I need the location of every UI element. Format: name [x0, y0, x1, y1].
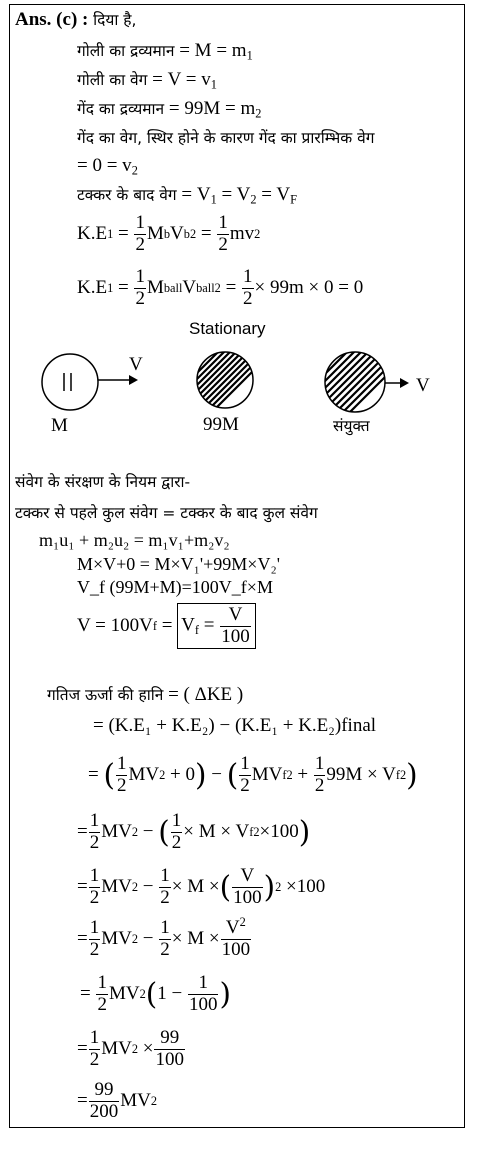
fraction-half: $\frac{1}{2}$: [218, 211, 228, 255]
ke-loss-line2: = ( $\frac{1}{2}$ MV 2 + 0 ) − ( $\frac{1}{2}$ MV f 2 + $\frac{1}{2}$ 99 M × V f 2 ): [88, 752, 418, 796]
subscript: 2: [250, 192, 257, 207]
given-ball-mass: गेंद का द्रव्यमान = $99M = m_2$: [77, 98, 262, 121]
ke-loss-label: गतिज ऊर्जा की हानि: [47, 686, 164, 704]
stationary-label: Stationary: [189, 319, 266, 338]
momentum-eq1: m₁u₁ + m₂u₂ = m₁v₁+m₂v₂: [39, 530, 230, 550]
momentum-heading: संवेग के संरक्षण के नियम द्वारा-: [15, 473, 191, 491]
subscript: 1: [246, 48, 253, 63]
subscript: 2: [255, 106, 262, 121]
answer-header: [15, 9, 136, 31]
subscript: 1: [210, 77, 217, 92]
momentum-eq2: M×V+0 = M×V₁'+99M×V₂': [77, 554, 280, 574]
final-velocity-box: $V_f$ = $\frac{V}{100}$: [177, 603, 256, 649]
combined-label: संयुक्त: [333, 417, 370, 435]
given-label: टक्कर के बाद वेग: [77, 186, 177, 204]
fraction-half: $\frac{1}{2}$: [243, 265, 253, 309]
ke-symbol: K.E: [77, 277, 108, 298]
subscript: F: [290, 192, 297, 207]
bullet-label: M: [51, 415, 68, 436]
momentum-eq3: V_f (99M+M)=100V_f×M: [77, 577, 273, 597]
velocity-label-combined: V: [416, 375, 430, 396]
given-label: गोली का द्रव्यमान: [77, 42, 175, 60]
given-bullet-velocity: गोली का वेग = $V = v_1$: [77, 69, 217, 92]
ke-loss-line1: = (K.E₁ + K.E₂) − (K.E₁ + K.E₂)final: [93, 715, 377, 736]
ke-loss-line5: = $\frac{1}{2}$ MV 2 − $\frac{1}{2}$ × M × $\frac{V^2}{100}$: [77, 915, 251, 960]
velocity-label-bullet: V: [129, 354, 143, 375]
ke-loss-line7: = $\frac{1}{2}$ MV 2 × $\frac{99}{100}$: [77, 1026, 184, 1070]
arrow-right-icon: [129, 375, 138, 385]
fraction-half: $\frac{1}{2}$: [135, 211, 145, 255]
ke-loss-line3: = $\frac{1}{2}$ MV 2 − ( $\frac{1}{2}$ × M × V f 2 × 100 ): [77, 809, 311, 853]
bullet-circle: [42, 354, 98, 410]
eq-term: V = 100V: [77, 615, 153, 636]
ball-label: 99M: [203, 414, 239, 435]
momentum-statement: टक्कर से पहले कुल संवेग = टक्कर के बाद कुल संवेग: [15, 504, 318, 522]
ke-loss-line6: = $\frac{1}{2}$ MV 2 ( 1 − $\frac{1}{100}$ ): [80, 971, 231, 1015]
given-value: = V: [181, 184, 211, 205]
given-value: 99M = m: [184, 98, 256, 119]
ke-term: × 99m × 0 = 0: [254, 277, 364, 298]
given-value: M = m: [194, 40, 247, 61]
answer-intro: दिया है,: [93, 11, 137, 29]
given-after-collision: टक्कर के बाद वेग = $V_1 = V_2 = V_F$: [77, 184, 297, 207]
subscript: 2: [131, 163, 138, 178]
given-bullet-mass: गोली का द्रव्यमान = $M = m_1$: [77, 40, 253, 63]
ke-loss-heading: [47, 684, 243, 706]
subscript: 1: [210, 192, 217, 207]
ke-symbol: K.E: [77, 223, 108, 244]
fraction-half: $\frac{1}{2}$: [135, 265, 145, 309]
given-ball-velocity-text: गेंद का वेग, स्थिर होने के कारण गेंद का प्रारम्भिक वेग: [77, 129, 375, 147]
combined-circle: [325, 352, 385, 412]
ball-hatching: [150, 340, 284, 420]
ke-loss-line4: = $\frac{1}{2}$ MV 2 − $\frac{1}{2}$ × M × ( $\frac{V}{100}$ ) 2 × 100: [77, 864, 326, 908]
given-label: गोली का वेग: [77, 71, 148, 89]
ke2-equation: K.E 1 = $\frac{1}{2}$ M ball V ball 2 = $\frac{1}{2}$ × 99m × 0 = 0: [77, 265, 364, 309]
ke1-equation: K.E 1 = $\frac{1}{2}$ M b V b 2 = $\frac{1}{2}$ mv 2: [77, 211, 261, 255]
answer-label: Ans. (c) :: [15, 9, 89, 30]
ke-loss-symbol: = ( ΔKE ): [168, 684, 244, 705]
ke-term: mv: [229, 223, 255, 244]
arrow-right-icon: [400, 378, 409, 388]
momentum-eq4: V = 100V f = $V_f$ = $\frac{V}{100}$: [77, 600, 256, 652]
given-label: गेंद का द्रव्यमान: [77, 100, 165, 118]
given-value: = 0 = v: [77, 155, 132, 176]
given-value: V = v: [167, 69, 211, 90]
ke-loss-result: = $\frac{99}{200}$ MV 2: [77, 1078, 158, 1122]
given-ball-velocity-value: [77, 155, 138, 177]
